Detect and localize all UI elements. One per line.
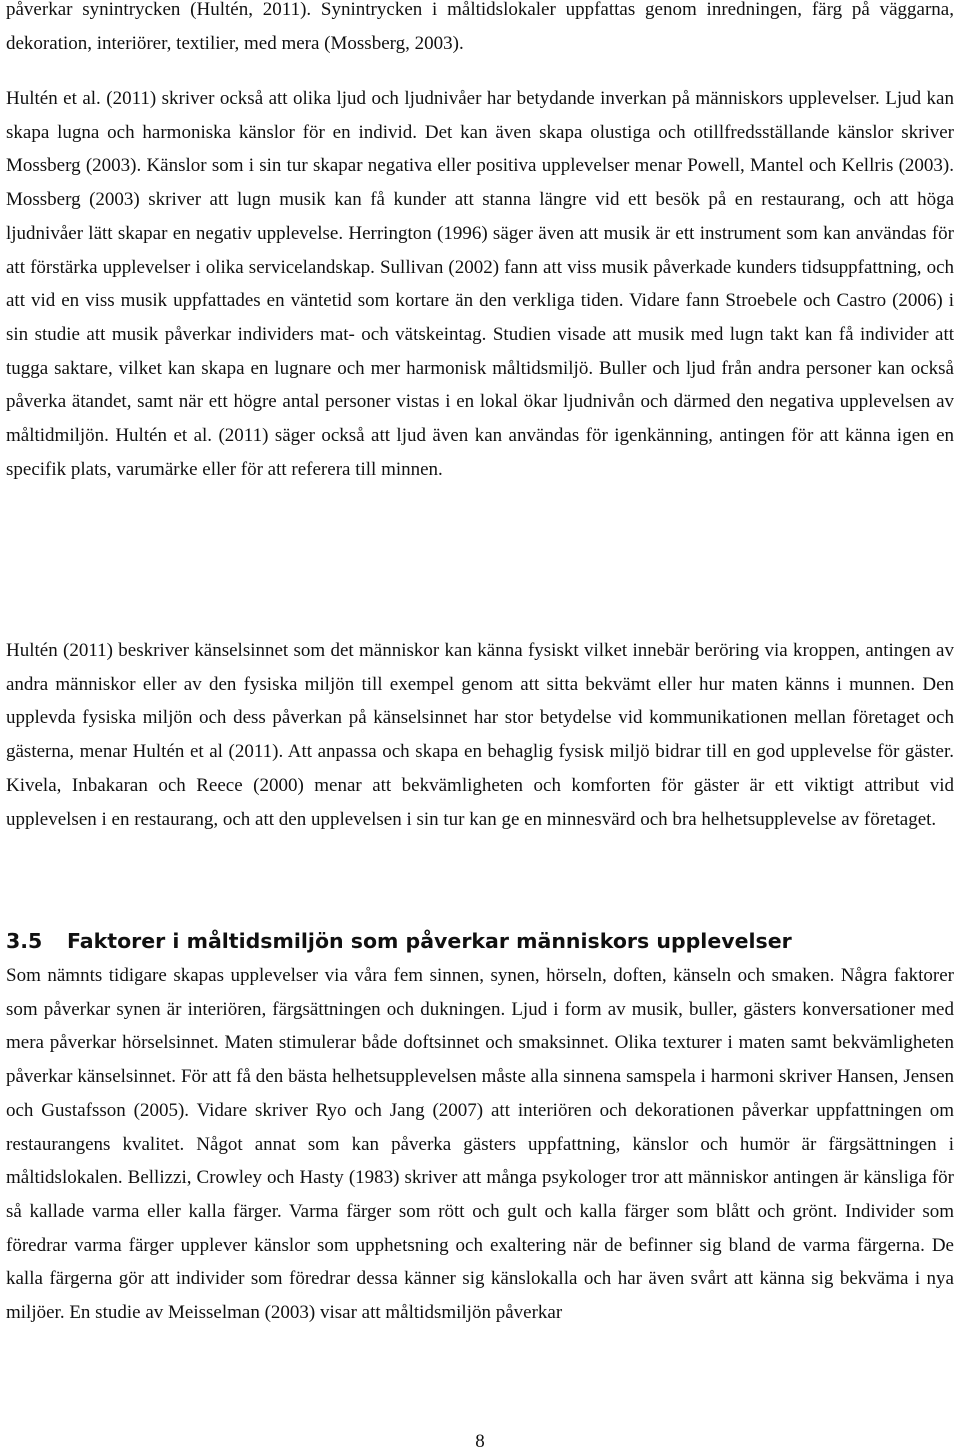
body-paragraph-touch: Hultén (2011) beskriver känselsinnet som det människor kan känna fysiskt vilket innebär beröring via kroppen, antingen av andra människor eller av den fysiska miljön till exempel genom att sitta bekvämt eller hur maten känns i munnen. Den upplevda fysiska miljön och dess påverkan på känselsinnet har stor betydelse vid kommunikationen mellan företaget och gästerna, menar Hultén et al (2011). Att anpassa och skapa en behaglig fysisk miljö bidrar till en god upplevelse för gäster. Kivela, Inbakaran och Reece (2000) menar att bekvämligheten och komforten för gäster är ett viktigt attribut vid upplevelsen i en restaurang, och att den upplevelsen i sin tur kan ge en minnesvärd och bra helhetsupplevelse av företaget. bbox=[6, 640, 954, 830]
section-heading bbox=[6, 924, 792, 958]
body-paragraph-sight: påverkar synintrycken (Hultén, 2011). Synintrycken i måltidslokaler uppfattas genom inredningen, färg på väggarna, dekoration, interiörer, textilier, med mera (Mossberg, 2003). bbox=[6, 0, 954, 54]
page-number: 8 bbox=[475, 1431, 485, 1452]
body-paragraph-sound: Hultén et al. (2011) skriver också att olika ljud och ljudnivåer har betydande inverkan på människors upplevelser. Ljud kan skapa lugna och harmoniska känslor för en individ. Det kan även skapa olustiga och otillfredsställande känslor skriver Mossberg (2003). Känslor som i sin tur skapar negativa eller positiva upplevelser menar Powell, Mantel och Kellris (2003). Mossberg (2003) skriver att lugn musik kan få kunder att stanna längre vid ett besök på en restaurang, och att höga ljudnivåer lätt skapar en negativ upplevelse. Herrington (1996) säger även att musik är ett instrument som kan användas för att förstärka upplevelser i olika servicelandskap. Sullivan (2002) fann att viss musik påverkade kunders tidsuppfattning, och att vid en viss musik uppfattades en väntetid som kortare än den verkliga tiden. Vidare fann Stroebele och Castro (2006) i sin studie att musik påverkar individers mat- och vätskeintag. Studien visade att musik med lugn takt kan få individer att tugga saktare, vilket kan skapa en lugnare och mer harmonisk måltidsmiljö. Buller och ljud från andra personer kan också påverka ätandet, samt när ett högre antal personer vistas i en lokal ökar ljudnivån och därmed den negativa upplevelsen av måltidmiljön. Hultén et al. (2011) säger också att ljud även kan användas för igenkänning, antingen för att känna igen en specifik plats, varumärke eller för att referera till minnen. bbox=[6, 88, 954, 480]
section-number: 3.5 bbox=[6, 929, 43, 953]
document-page bbox=[6, 0, 954, 1456]
section-title: Faktorer i måltidsmiljön som påverkar människors upplevelser bbox=[67, 929, 792, 953]
section-body-paragraph: Som nämnts tidigare skapas upplevelser via våra fem sinnen, synen, hörseln, doften, känseln och smaken. Några faktorer som påverkar synen är interiören, färgsättningen och dukningen. Ljud i form av musik, buller, gästers konversationer med mera påverkar hörselsinnet. Maten stimulerar både doftsinnet och smaksinnet. Olika texturer i maten samt bekvämligheten påverkar känselsinnet. För att få den bästa helhetsupplevelsen måste alla sinnena samspela i harmoni skriver Hansen, Jensen och Gustafsson (2005). Vidare skriver Ryo och Jang (2007) att interiören och dekorationen påverkar uppfattningen om restaurangens kvalitet. Något annat som kan påverka gästers uppfattning, känslor och humör är färgsättningen i måltidslokalen. Bellizzi, Crowley och Hasty (1983) skriver att många psykologer tror att människor antingen är känsliga för så kallade varma eller kalla färger. Varma färger som rött och gult och kalla färger som blått och grönt. Individer som föredrar varma färger upplever känslor som upphetsning och exaltering när de befinner sig bland de varma färgerna. De kalla färgerna gör att individer som föredrar dessa känner sig känslokalla och har även svårt att känna sig bekväma i nya miljöer. En studie av Meisselman (2003) visar att måltidsmiljön påverkar bbox=[6, 965, 954, 1324]
